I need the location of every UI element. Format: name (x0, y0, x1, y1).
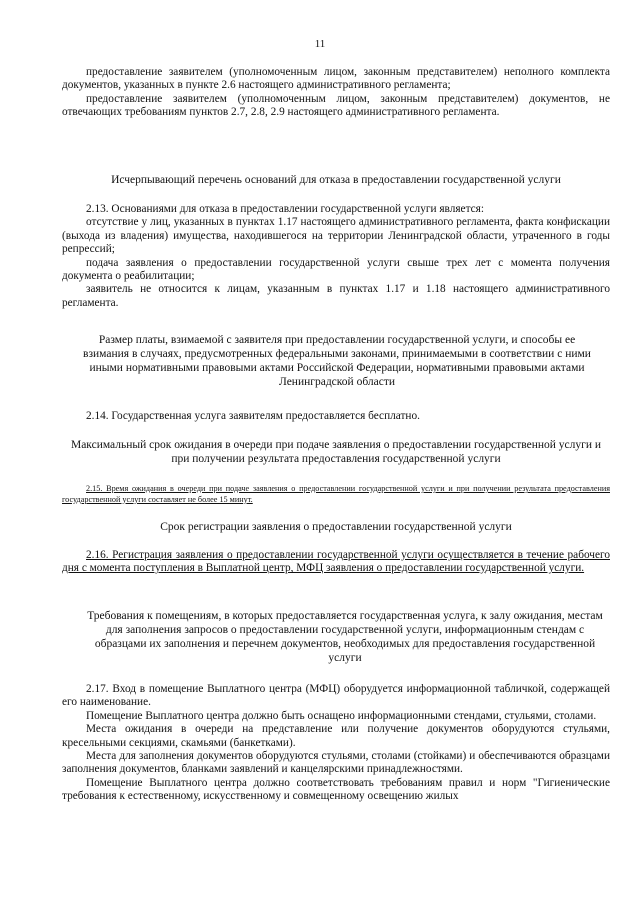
paragraph: Места ожидания в очереди на представление или получение документов оборудуются стульями, кресельными секциями, скамьями (банкетками). (62, 723, 610, 749)
paragraph: предоставление заявителем (уполномоченным лицом, законным представителем) неполного комплекта документов, указанных в пункте 2.6 настоящего административного регламента; (62, 66, 610, 92)
section-heading-wait: Максимальный срок ожидания в очереди при подаче заявления о предоставлении государственной услуги и при получении результата предоставления государственной услуги (70, 439, 602, 465)
paragraph: отсутствие у лиц, указанных в пунктах 1.17 настоящего административного регламента, факта конфискации (выхода из владения) имущества, находившегося на территории Ленинградской области, утраченного в годы репрессий; (62, 216, 610, 256)
section-heading-registration: Срок регистрации заявления о предоставлении государственной услуги (160, 521, 512, 533)
paragraph: подача заявления о предоставлении государственной услуги свыше трех лет с момента получения документа о реабилитации; (62, 256, 610, 283)
premises-block (62, 683, 610, 804)
paragraph: Места для заполнения документов оборудуются стульями, столами (стойками) и обеспечиваются образцами заполнения документов, бланками заявлений и канцелярскими принадлежностями. (62, 750, 610, 776)
paragraph: предоставление заявителем (уполномоченным лицом, законным представителем) документов, не отвечающих требованиям пунктов 2.7, 2.8, 2.9 настоящего административного регламента. (62, 92, 610, 119)
section-heading-refusal: Исчерпывающий перечень оснований для отказа в предоставлении государственной услуги (111, 174, 561, 186)
section-heading-premises: Требования к помещениям, в которых предоставляется государственная услуга, к залу ожидания, местам для заполнения запросов о предоставлении государственной услуги, информационным стендам с образцами их заполнения и перечнем документов, необходимых для предоставления государственной услуги (87, 610, 603, 664)
paragraph: 2.15. Время ожидания в очереди при подаче заявления о предоставлении государственной услуги и при получении результата предоставления государственной услуги составляет не более 15 минут. (62, 484, 610, 504)
paragraph: заявитель не относится к лицам, указанным в пунктах 1.17 и 1.18 настоящего административного регламента. (62, 283, 610, 309)
refusal-block (62, 203, 610, 310)
section-heading-fee: Размер платы, взимаемой с заявителя при предоставлении государственной услуги, и способы ее взимания в случаях, предусмотренных федеральными законами, принимаемыми в соответствии с ними иными нормативными правовыми актами Российской Федерации, нормативными правовыми актами Ленинградской области (83, 334, 591, 388)
intro-block (62, 66, 610, 120)
page-number: 11 (314, 38, 326, 50)
registration-block (62, 549, 610, 576)
paragraph: 2.14. Государственная услуга заявителям предоставляется бесплатно. (86, 410, 420, 422)
paragraph: 2.17. Вход в помещение Выплатного центра (МФЦ) оборудуется информационной табличкой, содержащей его наименование. (62, 683, 610, 709)
paragraph: 2.13. Основаниями для отказа в предоставлении государственной услуги является: (86, 203, 484, 215)
paragraph: 2.16. Регистрация заявления о предоставлении государственной услуги осуществляется в течение рабочего дня с момента поступления в Выплатной центр, МФЦ заявления о предоставлении государственной услуги. (62, 549, 610, 575)
paragraph: Помещение Выплатного центра должно быть оснащено информационными стендами, стульями, столами. (86, 709, 597, 722)
paragraph: Помещение Выплатного центра должно соответствовать требованиям правил и норм "Гигиенические требования к естественному, искусственному и совмещенному освещению жилых (62, 776, 610, 803)
fee-block (62, 410, 610, 423)
wait-block (62, 484, 610, 505)
